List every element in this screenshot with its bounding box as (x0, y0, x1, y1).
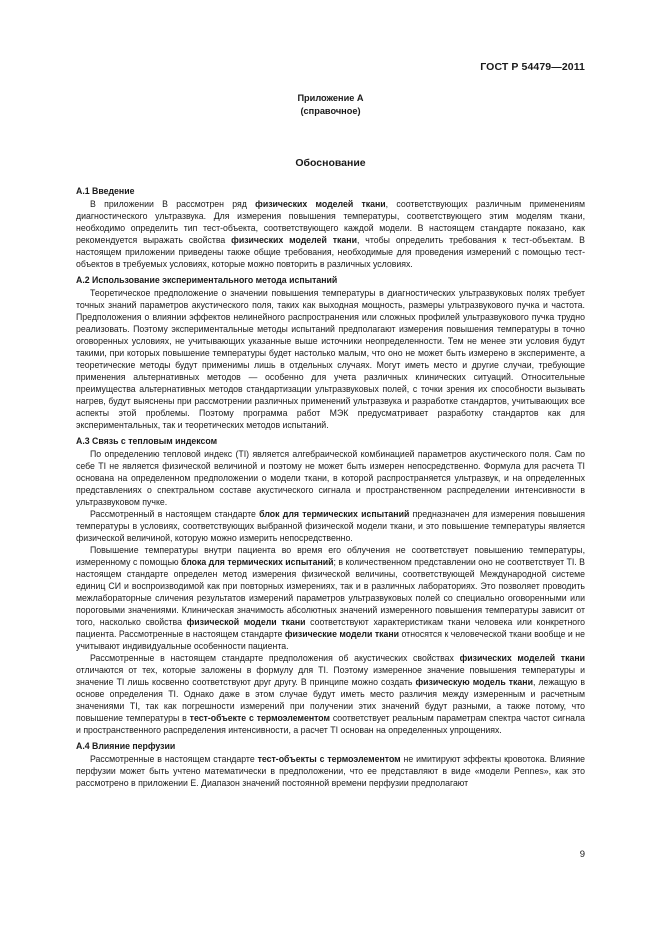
text-run: не имитируют эффекты кровотока. Влияние перфузии может быть учтено математически в предположении, что ее представляют в виде «модели Pennes», как это рассмотрено в приложении Е. Диапазон значений постоянной времени перфузии предполагают (76, 754, 586, 788)
paragraph (76, 544, 585, 652)
text-run: Теоретическое предположение о значении повышения температуры в диагностических ультразвуковых полях требует точных знаний параметров акустического поля, таких как выходная мощность, размеры ультразвукового пучка и частота. Предположения о влиянии эффектов нелинейного распространения или сложных профилей ультразвукового пучка трудно реализовать. Поэтому экспериментальные методы испытаний предполагают измерения повышения температуры в точно оговоренных условиях, не учитывающих указанные выше источники неопределенности. Тем не менее эти условия будут такими, при которых повышение температуры будет настолько малым, что оно не может быть измерено в эксперименте, а теоретические методы будут применимы лишь в отдельных случаях. Могут иметь место и другие случаи, требующие применения альтернативных методов — особенно для учета различных клинических ситуаций. Относительные преимущества альтернативных методов стандартизации ультразвуковых полей, с точки зрения их способности вызывать нагрев, будут выяснены при рассмотрении различных применений ультразвука и разработке стандартов, учитывающих все аспекты этой проблемы. Поэтому программа работ МЭК предусматривает разработку стандартов как для экспериментальных, так и теоретических методов испытаний. (76, 288, 585, 430)
appendix-title: Приложение А (297, 93, 364, 103)
text-run: соответствует реальным параметрам спектра частот сигнала и пространственного распределения интенсивности, а расчет TI основан на определенных упрощениях. (76, 713, 586, 735)
bold-term: блок для термических испытаний (259, 509, 410, 519)
text-run: Рассмотренный в настоящем стандарте (90, 509, 260, 519)
text-run: Рассмотренные в настоящем стандарте (90, 754, 258, 764)
section (76, 185, 585, 270)
document-title: Обоснование (295, 157, 366, 169)
section-heading: А.2 Использование экспериментального метода испытаний (76, 275, 338, 285)
bold-term: тест-объекты с термоэлементом (257, 754, 401, 764)
bold-term: физических моделей ткани (459, 653, 586, 663)
bold-term: физические модели ткани (284, 629, 400, 639)
document-body (76, 185, 585, 793)
bold-term: физических моделей ткани (255, 199, 386, 209)
paragraph (76, 652, 585, 736)
paragraph (76, 287, 585, 431)
text-run: соответствуют характеристикам ткани человека или конкретного пациента. Рассмотренные в настоящем стандарте (76, 617, 586, 639)
bold-term: тест-объекте с термоэлементом (189, 713, 330, 723)
paragraph (76, 448, 585, 508)
bold-term: физической модели ткани (186, 617, 306, 627)
bold-term: физическую модель ткани (415, 677, 533, 687)
text-run: отличаются от тех, которые заложены в формулу для TI. Поэтому измеренное значение повышения температуры и значение TI лишь косвенно соответствуют друг другу. В принципе можно создать (76, 665, 585, 687)
text-run: предназначен для измерения повышения температуры в условиях, соответствующих выбранной физической модели ткани, и это повышение температуры является физической величиной, которую можно измерить непосредственно. (76, 509, 586, 543)
text-run: , соответствующих различным применениям диагностического ультразвука. Для измерения повышения температуры, соответствующего этим моделям ткани, необходимо определить тип тест-объекта, соответствующего каждой модели. В настоящем стандарте показано, как рекомендуется выражать свойства (76, 199, 585, 245)
text-run: , лежащую в основе определения TI. Однако даже в этом случае будут иметь место различия между измеренным и расчетным значениями TI, так как погрешности измерений при получении этих значений будут разными, а также потому, что повышение температуры в (76, 677, 585, 723)
standard-header: ГОСТ Р 54479—2011 (480, 61, 585, 73)
appendix-heading (0, 92, 661, 118)
section-heading: А.4 Влияние перфузии (76, 741, 176, 751)
section (76, 740, 585, 789)
section (76, 274, 585, 431)
appendix-subtitle: (справочное) (300, 106, 361, 116)
paragraph (76, 753, 585, 789)
bold-term: физических моделей ткани (231, 235, 357, 245)
text-run: Повышение температуры внутри пациента во время его облучения не соответствует повышению температуры, измеренному с помощью (76, 545, 585, 567)
text-run: относятся к человеческой ткани вообще и не учитывают индивидуальные особенности пациента. (76, 629, 585, 651)
bold-term: блока для термических испытаний (181, 557, 334, 567)
text-run: Рассмотренные в настоящем стандарте предположения об акустических свойствах (90, 653, 460, 663)
paragraph (76, 198, 585, 270)
section-heading: А.3 Связь с тепловым индексом (76, 436, 218, 446)
text-run: ; в количественном представлении оно не соответствует TI. В настоящем стандарте определен метод измерения физической величины, соответствующей Международной системе единиц СИ и воспроизводимой как при повторных измерениях, так и в различных лабораториях. Это позволяет проводить межлабораторные сличения результатов измерений параметров ультразвуковых полей со специально оговоренными или пороговыми значениями. Клиническая значимость абсолютных значений измеренного повышения температуры зависит от того, насколько свойства (76, 557, 586, 627)
text-run: , чтобы определить требования к тест-объектам. В настоящем приложении приведены также общие требования, необходимые для проведения измерений с помощью тест-объектов в требуемых условиях, которые можно повторить в различных условиях. (76, 235, 585, 269)
paragraph (76, 508, 585, 544)
section (76, 435, 585, 736)
text-run: В приложении В рассмотрен ряд (90, 199, 256, 209)
section-heading: А.1 Введение (76, 186, 135, 196)
page-number: 9 (579, 849, 585, 860)
text-run: По определению тепловой индекс (TI) является алгебраической комбинацией параметров акустического поля. Сам по себе TI не является физической величиной и поэтому не может быть измерен непосредственно. Формула для расчета TI основана на определенном предположении о модели ткани, в которой распространяется ультразвук, и на определенных представлениях о спектральном составе акустического сигнала и пространственном распределении интенсивности в ультразвуковом пучке. (76, 449, 585, 507)
